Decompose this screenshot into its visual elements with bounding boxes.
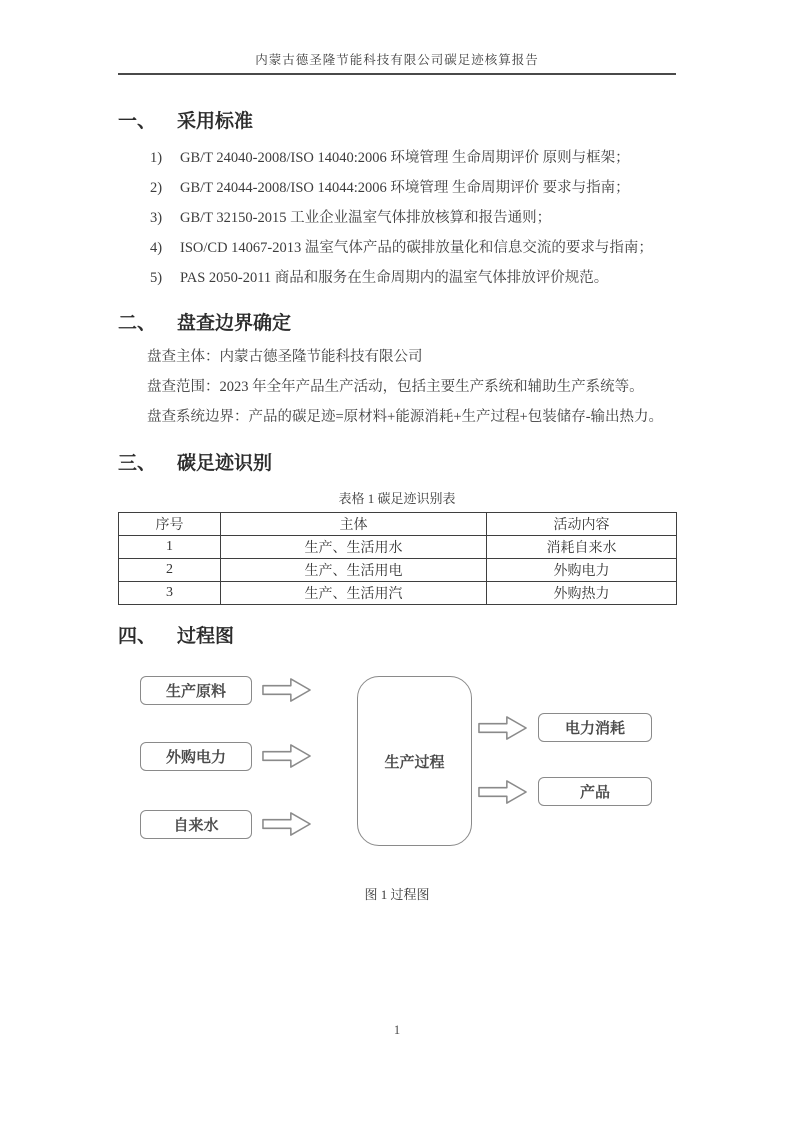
list-item-text: PAS 2050-2011 商品和服务在生命周期内的温室气体排放评价规范。 <box>180 270 609 286</box>
page-header-title: 内蒙古德圣隆节能科技有限公司碳足迹核算报告 <box>255 53 539 67</box>
table-cell: 外购热力 <box>487 582 677 605</box>
section-heading-standards <box>118 106 676 133</box>
list-item <box>150 263 676 293</box>
table-cell: 生产、生活用电 <box>221 559 487 582</box>
paragraph-system-boundary: 盘查系统边界：产品的碳足迹=原材料+能源消耗+生产过程+包装储存-输出热力。 <box>147 409 664 425</box>
list-item-marker: 2) <box>150 180 163 196</box>
diagram-input-purchased-electricity: 外购电力 <box>140 742 252 771</box>
table-cell: 1 <box>119 536 221 559</box>
list-item-marker: 1) <box>150 150 163 166</box>
section-title: 过程图 <box>177 626 235 647</box>
list-item-text: GB/T 24040-2008/ISO 14040:2006 环境管理 生命周期评价 原则与框架； <box>180 150 630 166</box>
list-item <box>150 203 676 233</box>
section-number: 三、 <box>118 453 157 474</box>
boundary-paragraphs <box>0 342 794 432</box>
list-item <box>150 233 676 263</box>
diagram-process-box: 生产过程 <box>357 676 472 846</box>
table-cell: 2 <box>119 559 221 582</box>
flow-arrow-icon <box>262 811 312 837</box>
list-item-marker: 3) <box>150 210 163 226</box>
table-caption: 表格 1 碳足迹识别表 <box>338 491 456 506</box>
list-item-text: ISO/CD 14067-2013 温室气体产品的碳排放量化和信息交流的要求与指南； <box>180 240 653 256</box>
carbon-footprint-table <box>118 512 677 605</box>
paragraph-scope: 盘查范围：2023 年全年产品生产活动，包括主要生产系统和辅助生产系统等。 <box>147 379 644 395</box>
table-cell: 生产、生活用汽 <box>221 582 487 605</box>
paragraph-subject: 盘查主体：内蒙古德圣隆节能科技有限公司 <box>147 349 423 365</box>
header-divider <box>118 73 676 75</box>
flow-arrow-icon <box>478 715 528 741</box>
page-number: 1 <box>393 1023 401 1037</box>
diagram-output-product: 产品 <box>538 777 652 806</box>
table-row <box>119 582 677 605</box>
section-title: 盘查边界确定 <box>177 313 292 334</box>
section-number: 四、 <box>118 626 157 647</box>
table-cell: 外购电力 <box>487 559 677 582</box>
section-heading-identification <box>118 448 676 475</box>
list-item-text: GB/T 24044-2008/ISO 14044:2006 环境管理 生命周期评价 要求与指南； <box>180 180 630 196</box>
table-row <box>119 559 677 582</box>
standards-list <box>150 143 676 293</box>
flow-arrow-icon <box>478 779 528 805</box>
table-row <box>119 536 677 559</box>
list-item-marker: 4) <box>150 240 163 256</box>
column-header: 活动内容 <box>487 513 677 536</box>
column-header: 主体 <box>221 513 487 536</box>
table-header-row <box>119 513 677 536</box>
section-title: 采用标准 <box>177 111 254 132</box>
figure-caption: 图 1 过程图 <box>364 887 430 902</box>
section-heading-boundary <box>118 308 676 335</box>
flow-arrow-icon <box>262 743 312 769</box>
flow-arrow-icon <box>262 677 312 703</box>
table-cell: 消耗自来水 <box>487 536 677 559</box>
process-flow-diagram <box>0 664 794 866</box>
diagram-input-raw-materials: 生产原料 <box>140 676 252 705</box>
diagram-output-electricity-consumption: 电力消耗 <box>538 713 652 742</box>
list-item-marker: 5) <box>150 270 163 286</box>
section-number: 二、 <box>118 313 157 334</box>
column-header: 序号 <box>119 513 221 536</box>
diagram-input-tap-water: 自来水 <box>140 810 252 839</box>
section-title: 碳足迹识别 <box>177 453 273 474</box>
section-heading-process-diagram <box>118 621 676 648</box>
list-item <box>150 143 676 173</box>
list-item <box>150 173 676 203</box>
table-cell: 生产、生活用水 <box>221 536 487 559</box>
table-cell: 3 <box>119 582 221 605</box>
list-item-text: GB/T 32150-2015 工业企业温室气体排放核算和报告通则； <box>180 210 552 226</box>
section-number: 一、 <box>118 111 157 132</box>
